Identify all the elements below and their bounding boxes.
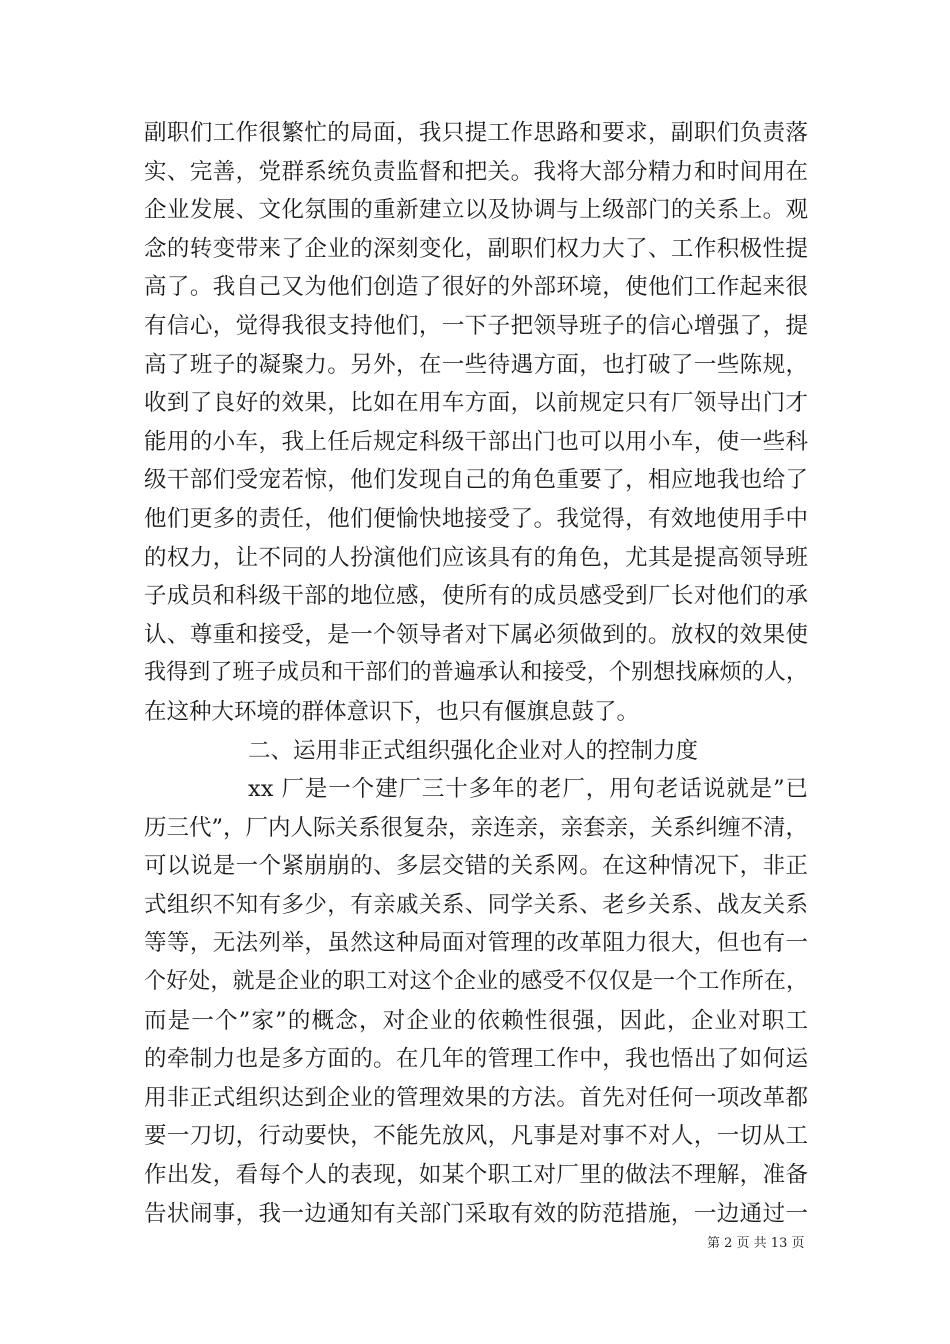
- text-line: 式组织不知有多少，有亲戚关系、同学关系、老乡关系、战友关系: [144, 891, 808, 918]
- text-line: 告状闹事，我一边通知有关部门采取有效的防范措施，一边通过一: [144, 1200, 808, 1227]
- text-line: 能用的小车，我上任后规定科级干部出门也可以用小车，使一些科: [144, 428, 808, 455]
- text-line: 在这种大环境的群体意识下，也只有偃旗息鼓了。: [144, 698, 640, 725]
- text-line: 用非正式组织达到企业的管理效果的方法。首先对任何一项改革都: [144, 1084, 808, 1111]
- text-line: xx 厂是一个建厂三十多年的老厂，用句老话说就是”已: [248, 776, 808, 803]
- text-line: 收到了良好的效果，比如在用车方面，以前规定只有厂领导出门才: [144, 390, 808, 417]
- text-line: 个好处，就是企业的职工对这个企业的感受不仅仅是一个工作所在，: [144, 969, 808, 995]
- text-line: 副职们工作很繁忙的局面，我只提工作思路和要求，副职们负责落: [144, 120, 808, 146]
- text-line: 等等，无法列举，虽然这种局面对管理的改革阻力很大，但也有一: [144, 930, 808, 957]
- document-body: [144, 114, 808, 1233]
- text-line: 企业发展、文化氛围的重新建立以及协调与上级部门的关系上。观: [144, 197, 808, 224]
- text-line: 实、完善，党群系统负责监督和把关。我将大部分精力和时间用在: [144, 158, 808, 185]
- page-number: 第 2 页 共 13 页: [707, 1236, 805, 1251]
- text-line: 而是一个”家”的概念，对企业的依赖性很强，因此，企业对职工: [144, 1007, 808, 1034]
- paragraph-1: [144, 114, 808, 732]
- text-line: 认、尊重和接受，是一个领导者对下属必须做到的。放权的效果使: [144, 621, 808, 648]
- text-line: 可以说是一个紧崩崩的、多层交错的关系网。在这种情况下，非正: [144, 853, 808, 880]
- text-line: 高了班子的凝聚力。另外，在一些待遇方面，也打破了一些陈规，: [144, 351, 808, 378]
- text-line: 级干部们受宠若惊，他们发现自己的角色重要了，相应地我也给了: [144, 467, 808, 494]
- text-line: 要一刀切，行动要快，不能先放风，凡事是对事不对人，一切从工: [144, 1123, 808, 1150]
- section-heading: 二、运用非正式组织强化企业对人的控制力度: [248, 737, 699, 764]
- text-line: 作出发，看每个人的表现，如某个职工对厂里的做法不理解，准备: [144, 1162, 808, 1189]
- text-line: 历三代”，厂内人际关系很复杂，亲连亲，亲套亲，关系纠缠不清，: [144, 814, 809, 841]
- text-line: 念的转变带来了企业的深刻变化，副职们权力大了、工作积极性提: [144, 235, 808, 262]
- paragraph-2: [144, 770, 808, 1233]
- text-line: 我得到了班子成员和干部们的普遍承认和接受，个别想找麻烦的人，: [144, 660, 808, 686]
- text-line: 有信心，觉得我很支持他们，一下子把领导班子的信心增强了，提: [144, 312, 808, 339]
- text-line: 他们更多的责任，他们便愉快地接受了。我觉得，有效地使用手中: [144, 505, 808, 532]
- text-line: 子成员和科级干部的地位感，使所有的成员感受到厂长对他们的承: [144, 583, 808, 610]
- text-line: 的权力，让不同的人扮演他们应该具有的角色，尤其是提高领导班: [144, 544, 808, 571]
- text-line: 高了。我自己又为他们创造了很好的外部环境，使他们工作起来很: [144, 274, 808, 301]
- text-line: 的牵制力也是多方面的。在几年的管理工作中，我也悟出了如何运: [144, 1046, 808, 1073]
